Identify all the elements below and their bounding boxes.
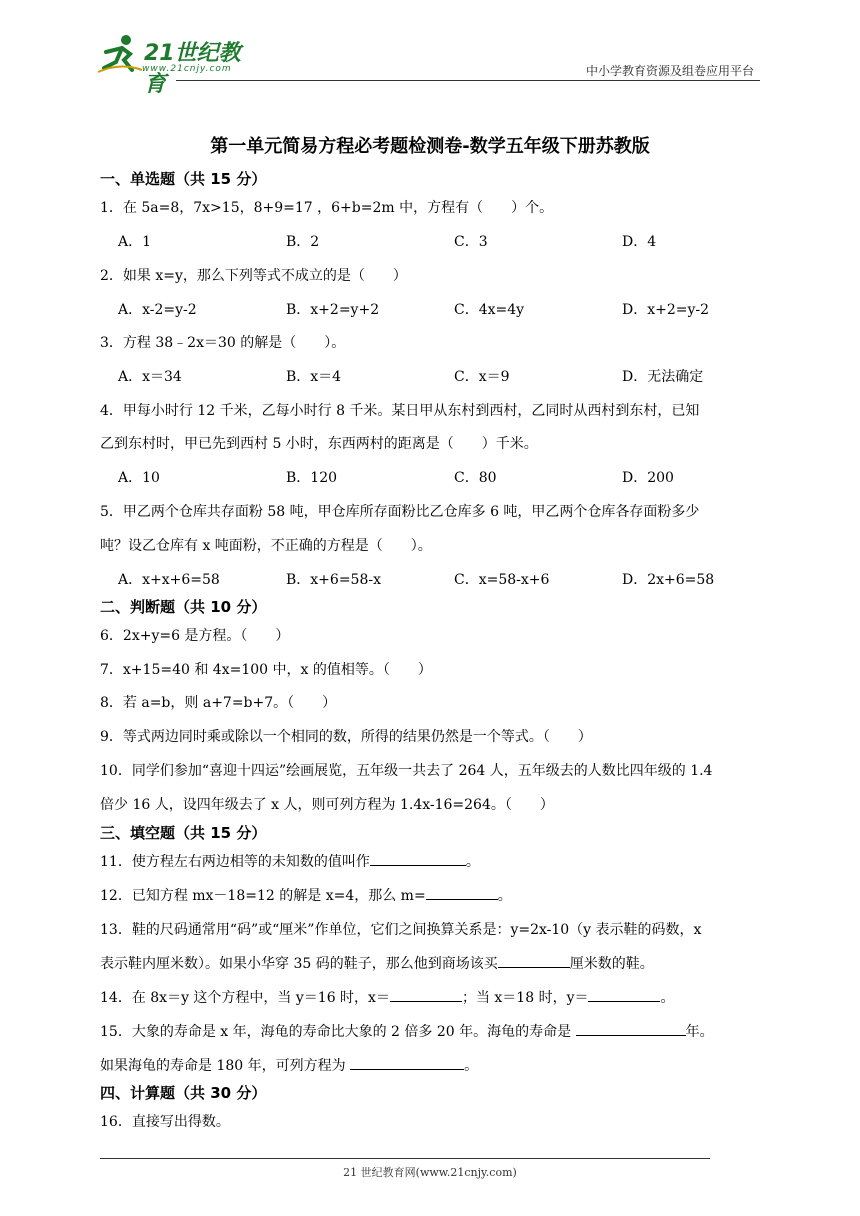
section-heading-3: 三、填空题（共 15 分） bbox=[100, 824, 267, 842]
question-6: 6．2x+y=6 是方程。（ ） bbox=[100, 628, 290, 644]
q5-option-d: D．2x+6=58 bbox=[622, 572, 715, 588]
question-9: 9．等式两边同时乘或除以一个相同的数，所得的结果仍然是一个等式。（ ） bbox=[100, 729, 592, 745]
q2-option-b: B．x+2=y+2 bbox=[286, 302, 380, 318]
q4-option-c: C．80 bbox=[454, 470, 497, 486]
answer-blank[interactable] bbox=[370, 851, 466, 866]
question-8: 8．若 a=b，则 a+7=b+7。（ ） bbox=[100, 695, 337, 711]
q4-option-b: B．120 bbox=[286, 470, 338, 486]
question-16: 16．直接写出得数。 bbox=[100, 1114, 230, 1130]
q1-option-b: B．2 bbox=[286, 234, 320, 250]
q5-option-c: C．x=58-x+6 bbox=[454, 572, 550, 588]
question-3: 3．方程 38﹣2x＝30 的解是（ ）。 bbox=[100, 335, 346, 351]
answer-blank[interactable] bbox=[576, 1021, 686, 1036]
running-figure-icon bbox=[96, 32, 144, 76]
question-7: 7．x+15=40 和 4x=100 中，x 的值相等。（ ） bbox=[100, 662, 432, 678]
q4-option-a: A．10 bbox=[118, 470, 160, 486]
q2-option-d: D．x+2=y-2 bbox=[622, 302, 710, 318]
answer-blank[interactable] bbox=[426, 885, 498, 900]
header-platform-text: 中小学教育资源及组卷应用平台 bbox=[585, 64, 754, 78]
question-12: 12．已知方程 mx－18=12 的解是 x=4，那么 m= 。 bbox=[100, 885, 512, 905]
footer-text: 21 世纪教育网(www.21cnjy.com) bbox=[343, 1166, 517, 1179]
q5-option-b: B．x+6=58-x bbox=[286, 572, 381, 588]
q3-option-b: B．x＝4 bbox=[286, 369, 342, 385]
section-heading-1: 一、单选题（共 15 分） bbox=[100, 170, 267, 188]
question-5-line-1: 5．甲乙两个仓库共存面粉 58 吨，甲仓库所存面粉比乙仓库多 6 吨，甲乙两个仓库各存面粉多少 bbox=[100, 504, 700, 520]
answer-blank[interactable] bbox=[588, 987, 660, 1002]
q1-option-d: D．4 bbox=[622, 234, 657, 250]
question-1: 1．在 5a=8，7x>15，8+9=17 ，6+b=2m 中，方程有（ ）个。 bbox=[100, 200, 554, 216]
q5-option-a: A．x+x+6=58 bbox=[118, 572, 220, 588]
question-2: 2．如果 x=y，那么下列等式不成立的是（ ） bbox=[100, 268, 407, 284]
q1-option-c: C．3 bbox=[454, 234, 488, 250]
answer-blank[interactable] bbox=[350, 1055, 464, 1070]
q2-option-c: C．4x=4y bbox=[454, 302, 525, 318]
q1-option-a: A．1 bbox=[118, 234, 152, 250]
page-title: 第一单元简易方程必考题检测卷-数学五年级下册苏教版 bbox=[210, 136, 650, 157]
question-14: 14．在 8x＝y 这个方程中，当 y＝16 时，x＝ ；当 x＝18 时，y＝ 。 bbox=[100, 987, 674, 1007]
q3-option-c: C．x＝9 bbox=[454, 369, 510, 385]
question-13-line-2: 表示鞋内厘米数）。如果小华穿 35 码的鞋子，那么他到商场该买 厘米数的鞋。 bbox=[100, 953, 654, 973]
question-10-line-2: 倍少 16 人，设四年级去了 x 人，则可列方程为 1.4x-16=264。（ ） bbox=[100, 797, 554, 813]
section-heading-4: 四、计算题（共 30 分） bbox=[100, 1084, 267, 1102]
question-11: 11．使方程左右两边相等的未知数的值叫作 。 bbox=[100, 851, 480, 871]
question-4-line-2: 乙到东村时，甲已先到西村 5 小时，东西两村的距离是（ ）千米。 bbox=[100, 436, 538, 452]
question-10-line-1: 10．同学们参加“喜迎十四运”绘画展览，五年级一共去了 264 人，五年级去的人数比四年级的 1.4 bbox=[100, 763, 713, 779]
question-13-line-1: 13．鞋的尺码通常用“码”或“厘米”作单位，它们之间换算关系是：y=2x-10（y 表示鞋的码数，x bbox=[100, 922, 702, 938]
question-4-line-1: 4．甲每小时行 12 千米，乙每小时行 8 千米。某日甲从东村到西村，乙同时从西村到东村，已知 bbox=[100, 403, 700, 419]
q3-option-a: A．x＝34 bbox=[118, 369, 182, 385]
section-heading-2: 二、判断题（共 10 分） bbox=[100, 598, 267, 616]
question-5-line-2: 吨？设乙仓库有 x 吨面粉，不正确的方程是（ ）。 bbox=[100, 538, 432, 554]
question-15-line-2: 如果海龟的寿命是 180 年，可列方程为 。 bbox=[100, 1055, 478, 1075]
q3-option-d: D．无法确定 bbox=[622, 369, 704, 385]
question-15-line-1: 15．大象的寿命是 x 年，海龟的寿命比大象的 2 倍多 20 年。海龟的寿命是 年。 bbox=[100, 1021, 714, 1041]
site-logo: 21世纪教育 www.21cnjy.com bbox=[96, 32, 256, 78]
footer-divider bbox=[100, 1158, 710, 1159]
page-header bbox=[96, 32, 760, 97]
answer-blank[interactable] bbox=[390, 987, 462, 1002]
q2-option-a: A．x-2=y-2 bbox=[118, 302, 197, 318]
header-divider bbox=[176, 80, 760, 81]
answer-blank[interactable] bbox=[498, 953, 570, 968]
q4-option-d: D．200 bbox=[622, 470, 674, 486]
